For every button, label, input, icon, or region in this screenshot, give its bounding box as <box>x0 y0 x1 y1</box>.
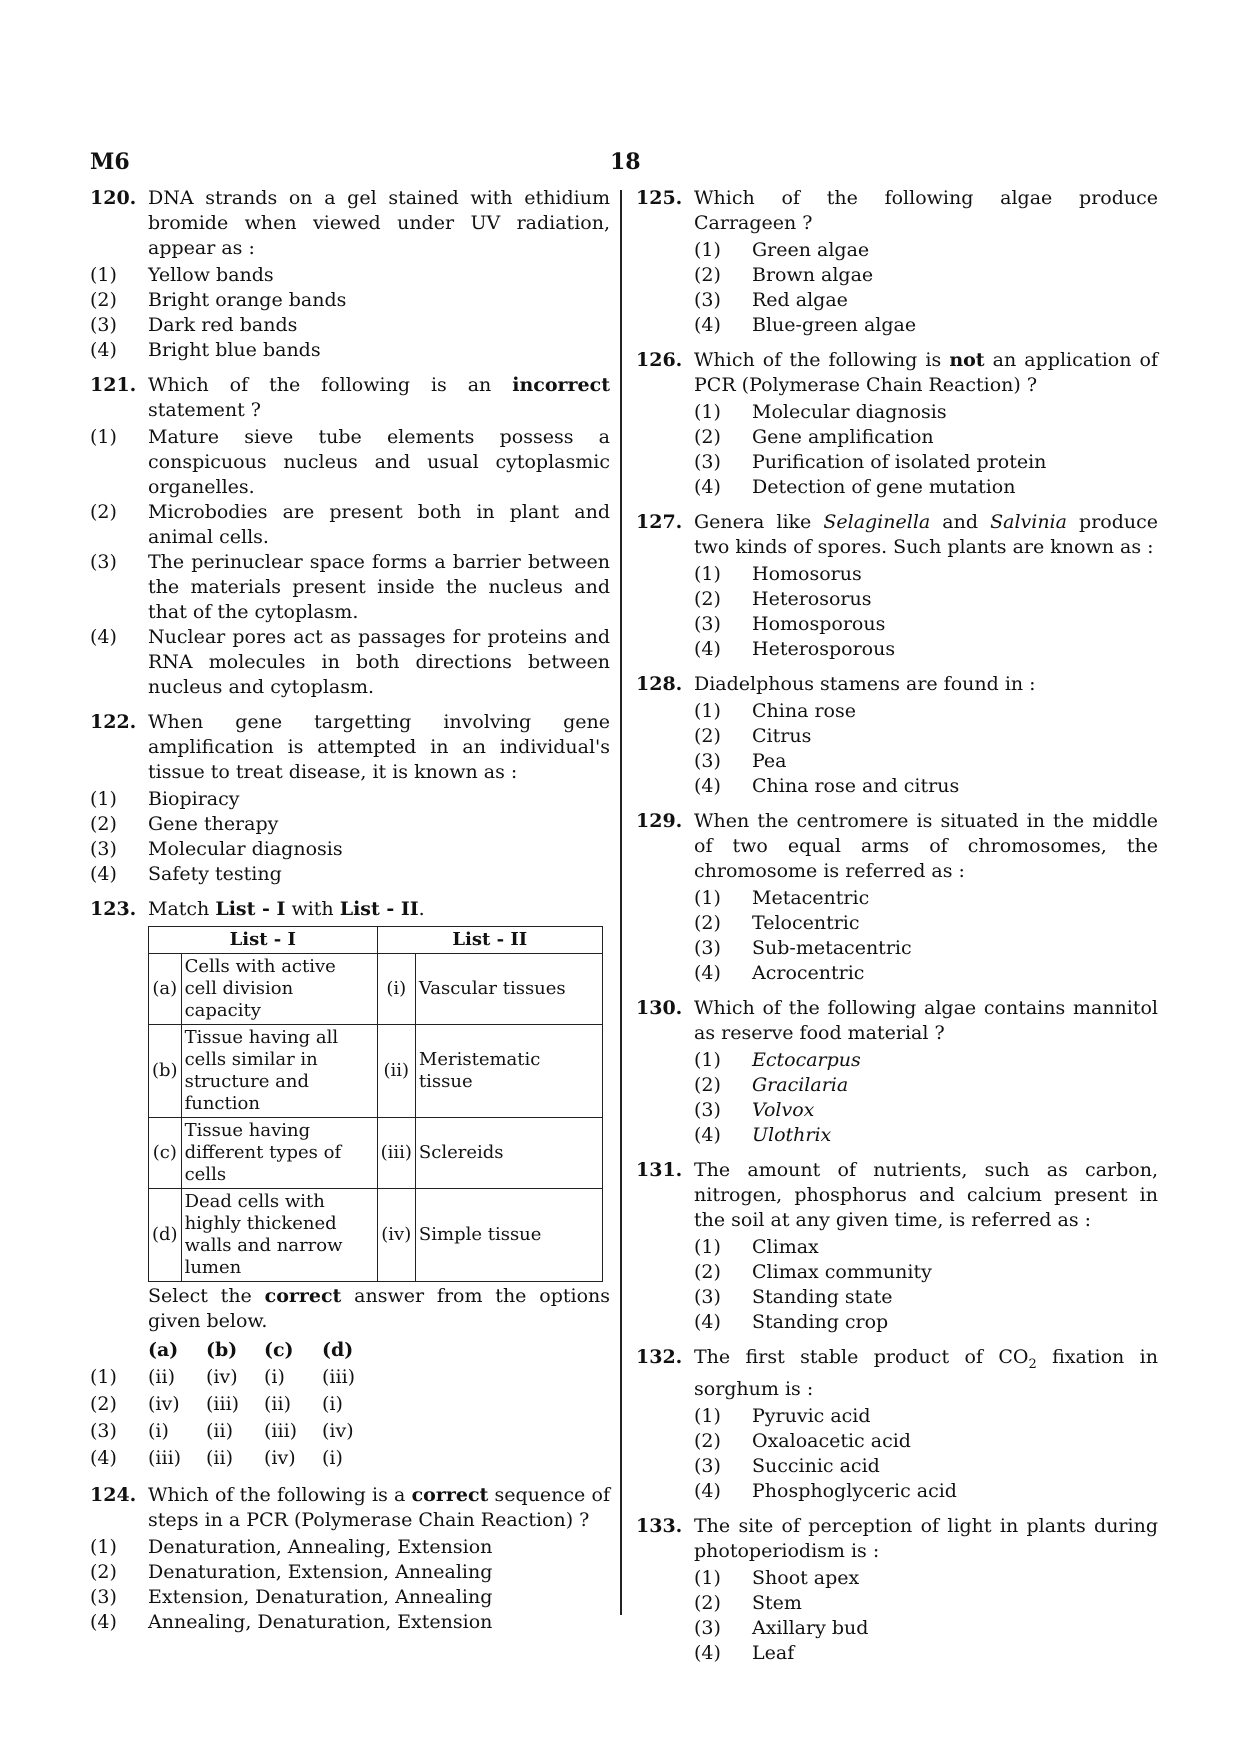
option[interactable]: (3) The perinuclear space forms a barrier between the materials present inside the nucleus and that of the cytoplasm. <box>90 551 610 623</box>
option[interactable]: (3) Purification of isolated protein <box>694 451 1047 473</box>
option[interactable]: (2) Gene amplification <box>694 426 934 448</box>
answer-option[interactable]: (4) (iii) (ii) (iv) (i) <box>90 1447 343 1469</box>
answer-grid: (a) (b) (c) (d) (1) (ii) (iv) (i) (iii) (2) (iv) (iii) (ii) (i) (3) (i) (ii) (iii) (iv) (4) (iii) (ii) (iv) (i) <box>90 1338 610 1473</box>
option[interactable]: (4) Annealing, Denaturation, Extension <box>90 1611 493 1633</box>
list-ii-header: List - II <box>377 927 602 954</box>
question-text: Match List - I with List - II. <box>148 898 425 920</box>
option[interactable]: (1) China rose <box>694 700 856 722</box>
paper-code: M6 <box>90 149 130 175</box>
answer-option[interactable]: (2) (iv) (iii) (ii) (i) <box>90 1393 343 1415</box>
question-text: Which of the following algae produce Carrageen ? <box>694 187 1158 234</box>
table-row: (c) Tissue having different types of cells (iii) Sclereids <box>149 1118 603 1189</box>
question-127 <box>636 510 1158 662</box>
option[interactable]: (3) Red algae <box>694 289 848 311</box>
option[interactable]: (4) Nuclear pores act as passages for proteins and RNA molecules in both directions between nucleus and cytoplasm. <box>90 626 610 698</box>
match-table <box>148 926 603 1282</box>
question-text: DNA strands on a gel stained with ethidium bromide when viewed under UV radiation, appear as : <box>148 187 610 259</box>
option[interactable]: (2) Telocentric <box>694 912 860 934</box>
option[interactable]: (4) Ulothrix <box>694 1124 832 1146</box>
option[interactable]: (3) Standing state <box>694 1286 893 1308</box>
option[interactable]: (1) Homosorus <box>694 563 862 585</box>
question-number: 131. <box>636 1159 683 1181</box>
option[interactable]: (4) Blue-green algae <box>694 314 917 336</box>
question-131 <box>636 1158 1158 1335</box>
option[interactable]: (4) Standing crop <box>694 1311 889 1333</box>
option[interactable]: (4) Phosphoglyceric acid <box>694 1479 957 1502</box>
option[interactable]: (2) Gene therapy <box>90 813 279 835</box>
option[interactable]: (1) Pyruvic acid <box>694 1404 871 1427</box>
question-123 <box>90 897 610 1473</box>
answer-option[interactable]: (1) (ii) (iv) (i) (iii) <box>90 1366 356 1388</box>
question-number: 130. <box>636 997 683 1019</box>
option[interactable]: (1) Molecular diagnosis <box>694 401 947 423</box>
question-text: The amount of nutrients, such as carbon, nitrogen, phosphorus and calcium present in the soil at any given time, is referred as : <box>694 1159 1158 1231</box>
option[interactable]: (3) Succinic acid <box>694 1454 880 1477</box>
question-text: Genera like Selaginella and Salvinia produce two kinds of spores. Such plants are known as : <box>694 511 1158 558</box>
question-text: Which of the following is an incorrect statement ? <box>148 374 610 421</box>
question-number: 120. <box>90 187 137 209</box>
question-121 <box>90 373 610 700</box>
option[interactable]: (1) Yellow bands <box>90 264 274 286</box>
table-row: (b) Tissue having all cells similar in structure and function (ii) Meristematic tissue <box>149 1025 603 1118</box>
page-header <box>90 150 1150 180</box>
option[interactable]: (4) Leaf <box>694 1641 795 1664</box>
question-number: 123. <box>90 898 137 920</box>
question-number: 121. <box>90 374 137 396</box>
question-text: The site of perception of light in plants during photoperiodism is : <box>694 1514 1158 1562</box>
question-129 <box>636 809 1158 986</box>
option[interactable]: (3) Molecular diagnosis <box>90 838 343 860</box>
question-text: Diadelphous stamens are found in : <box>694 673 1036 695</box>
question-number: 125. <box>636 187 683 209</box>
option[interactable]: (2) Climax community <box>694 1261 932 1283</box>
option[interactable]: (2) Gracilaria <box>694 1074 849 1096</box>
option[interactable]: (1) Ectocarpus <box>694 1049 861 1071</box>
question-number: 129. <box>636 810 683 832</box>
option[interactable]: (2) Brown algae <box>694 264 874 286</box>
option[interactable]: (2) Denaturation, Extension, Annealing <box>90 1561 493 1583</box>
question-120 <box>90 186 610 363</box>
table-row: (a) Cells with active cell division capacity (i) Vascular tissues <box>149 954 603 1025</box>
option[interactable]: (4) Heterosporous <box>694 638 896 660</box>
option[interactable]: (2) Microbodies are present both in plant and animal cells. <box>90 501 610 548</box>
option[interactable]: (3) Extension, Denaturation, Annealing <box>90 1586 493 1608</box>
option[interactable]: (3) Axillary bud <box>694 1616 869 1639</box>
question-number: 128. <box>636 673 683 695</box>
option[interactable]: (4) Bright blue bands <box>90 339 321 361</box>
question-126 <box>636 348 1158 500</box>
right-column <box>636 186 1158 1676</box>
left-column <box>90 186 610 1645</box>
question-text: Which of the following is a correct sequence of steps in a PCR (Polymerase Chain Reaction) ? <box>148 1484 610 1531</box>
question-122 <box>90 710 610 887</box>
option[interactable]: (2) Stem <box>694 1591 802 1614</box>
question-125 <box>636 186 1158 338</box>
option[interactable]: (2) Bright orange bands <box>90 289 347 311</box>
question-number: 124. <box>90 1484 137 1506</box>
question-128 <box>636 672 1158 799</box>
option[interactable]: (2) Heterosorus <box>694 588 872 610</box>
option[interactable]: (1) Shoot apex <box>694 1566 860 1589</box>
column-divider <box>620 190 622 1615</box>
question-number: 133. <box>636 1514 683 1537</box>
question-130 <box>636 996 1158 1148</box>
option[interactable]: (1) Metacentric <box>694 887 870 909</box>
option[interactable]: (2) Oxaloacetic acid <box>694 1429 911 1452</box>
option[interactable]: (2) Citrus <box>694 725 812 747</box>
question-number: 126. <box>636 349 683 371</box>
question-text: When the centromere is situated in the middle of two equal arms of chromosomes, the chromosome is referred as : <box>694 810 1158 882</box>
option[interactable]: (3) Pea <box>694 750 787 772</box>
question-text: The first stable product of $CO_2$ fixation in sorghum is : <box>694 1346 1158 1400</box>
option[interactable]: (1) Biopiracy <box>90 788 240 810</box>
question-132 <box>636 1345 1158 1504</box>
question-133 <box>636 1514 1158 1666</box>
question-124 <box>90 1483 610 1635</box>
question-text: Which of the following algae contains mannitol as reserve food material ? <box>694 997 1158 1044</box>
question-number: 122. <box>90 711 137 733</box>
option[interactable]: (3) Dark red bands <box>90 314 298 336</box>
option[interactable]: (1) Climax <box>694 1236 819 1258</box>
option[interactable]: (4) Acrocentric <box>694 962 865 984</box>
table-row: (d) Dead cells with highly thickened walls and narrow lumen (iv) Simple tissue <box>149 1189 603 1282</box>
option[interactable]: (3) Homosporous <box>694 613 886 635</box>
select-instruction: Select the correct answer from the options given below. <box>148 1285 610 1332</box>
option[interactable]: (3) Sub-metacentric <box>694 937 912 959</box>
option[interactable]: (4) Safety testing <box>90 863 282 885</box>
question-number: 132. <box>636 1346 683 1368</box>
option[interactable]: (4) Detection of gene mutation <box>694 476 1016 498</box>
question-text: Which of the following is not an application of PCR (Polymerase Chain Reaction) ? <box>694 349 1158 396</box>
option[interactable]: (4) China rose and citrus <box>694 775 960 797</box>
option[interactable]: (3) Volvox <box>694 1099 815 1121</box>
option[interactable]: (1) Mature sieve tube elements possess a conspicuous nucleus and usual cytoplasmic organelles. <box>90 426 610 498</box>
page-number: 18 <box>610 149 641 175</box>
list-i-header: List - I <box>149 927 378 954</box>
question-number: 127. <box>636 511 683 533</box>
answer-option[interactable]: (3) (i) (ii) (iii) (iv) <box>90 1420 354 1442</box>
option[interactable]: (1) Denaturation, Annealing, Extension <box>90 1536 493 1558</box>
question-text: When gene targetting involving gene amplification is attempted in an individual's tissue to treat disease, it is known as : <box>148 711 610 783</box>
option[interactable]: (1) Green algae <box>694 239 870 261</box>
